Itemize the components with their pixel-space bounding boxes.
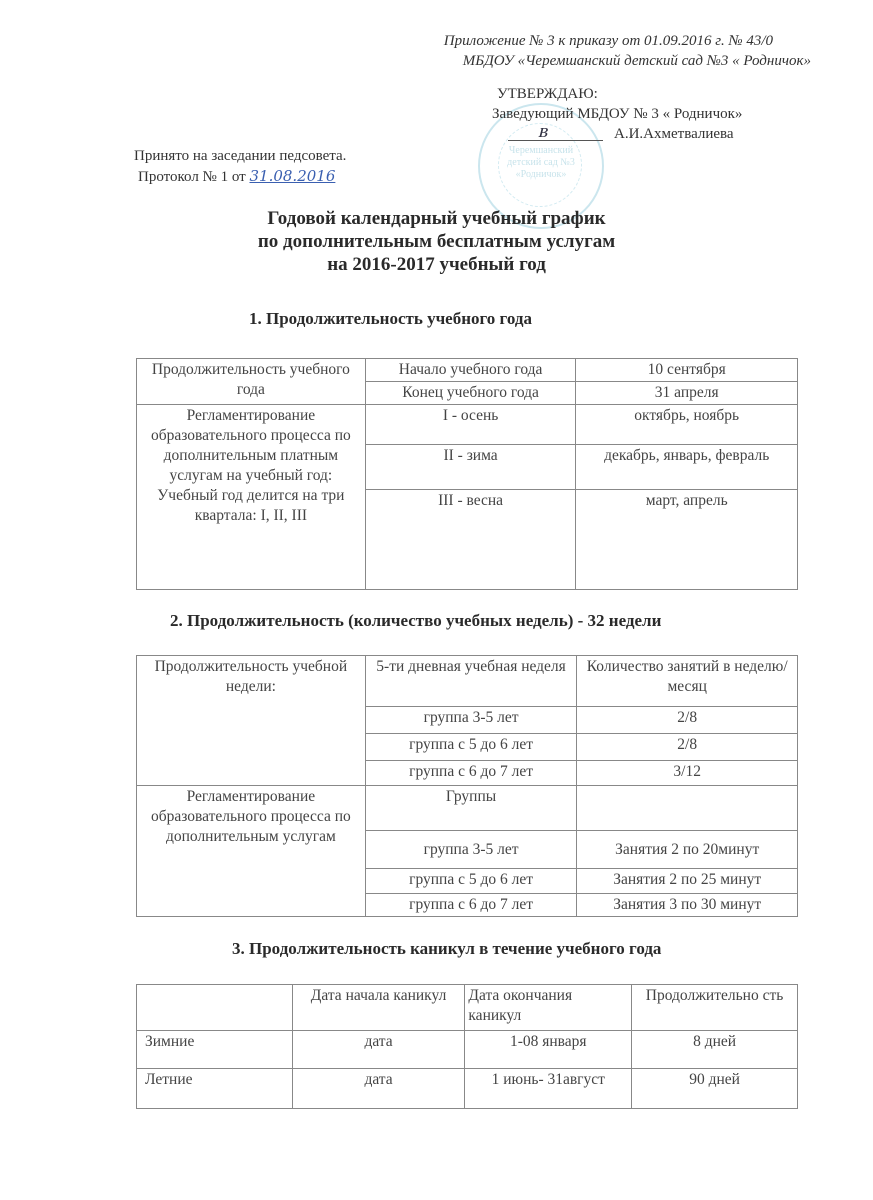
- end-value: 31 апреля: [576, 382, 798, 405]
- school-year-table: [136, 358, 798, 590]
- section-3-heading: 3. Продолжительность каникул в течение учебного года: [232, 939, 662, 958]
- protocol-date: 31.08.2016: [249, 167, 336, 185]
- year-duration-label: Продолжительность учебного года: [137, 359, 366, 405]
- end-date: 1-08 января: [465, 1031, 632, 1069]
- protocol-label: Протокол № 1 от: [138, 169, 246, 185]
- title-line-2: по дополнительным бесплатным услугам: [257, 231, 616, 252]
- head-name: А.И.Ахметвалиева: [614, 126, 734, 142]
- quarter-name: III - весна: [365, 490, 576, 590]
- group-name: группа с 6 до 7 лет: [365, 894, 577, 917]
- group-name: группа 3-5 лет: [365, 707, 577, 734]
- holiday-name: Летние: [137, 1069, 293, 1109]
- duration: 8 дней: [632, 1031, 798, 1069]
- table-row: [137, 1031, 798, 1069]
- header-cell: Дата начала каникул: [292, 985, 465, 1031]
- quarter-months: март, апрель: [576, 490, 798, 590]
- table-row: [137, 1069, 798, 1109]
- signature-icon: ᏼ: [538, 118, 548, 142]
- group-name: группа с 5 до 6 лет: [365, 869, 577, 894]
- appendix-line: Приложение № 3 к приказу от 01.09.2016 г. № 43/0: [443, 33, 773, 49]
- quarter-months: октябрь, ноябрь: [576, 405, 798, 445]
- approve-label: УТВЕРЖДАЮ:: [497, 86, 598, 102]
- holiday-name: Зимние: [137, 1031, 293, 1069]
- org-line: МБДОУ «Черемшанский детский сад №3 « Родничок»: [462, 53, 811, 69]
- regulation-label: Регламентирование образовательного процесса по дополнительным услугам: [137, 786, 366, 917]
- groups-header: Группы: [365, 786, 577, 831]
- regulation-label: Регламентирование образовательного процесса по дополнительным платным услугам на учебный год: Учебный год делится на три квартала: I, II, III: [137, 405, 366, 590]
- end-label: Конец учебного года: [365, 382, 576, 405]
- start-date: дата: [292, 1069, 465, 1109]
- title-line-3: на 2016-2017 учебный год: [327, 254, 546, 275]
- holidays-table: [136, 984, 798, 1109]
- section-2-heading: 2. Продолжительность (количество учебных недель) - 32 недели: [170, 611, 662, 630]
- empty-cell: [577, 786, 798, 831]
- duration: 90 дней: [632, 1069, 798, 1109]
- header-cell: Продолжительно сть: [632, 985, 798, 1031]
- quarter-name: I - осень: [365, 405, 576, 445]
- study-week-table: [136, 655, 798, 917]
- end-date: 1 июнь- 31август: [465, 1069, 632, 1109]
- count-value: 3/12: [577, 761, 798, 786]
- accepted-line: Принято на заседании педсовета.: [134, 148, 347, 164]
- group-name: группа с 6 до 7 лет: [365, 761, 577, 786]
- duration-value: Занятия 2 по 25 минут: [577, 869, 798, 894]
- count-value: 2/8: [577, 707, 798, 734]
- duration-value: Занятия 2 по 20минут: [577, 831, 798, 869]
- organization-stamp: Черемшанский детский сад №3 «Родничок»: [478, 103, 604, 229]
- start-date: дата: [292, 1031, 465, 1069]
- week-header: 5-ти дневная учебная неделя: [365, 656, 577, 707]
- header-cell: [137, 985, 293, 1031]
- duration-value: Занятия 3 по 30 минут: [577, 894, 798, 917]
- head-title: Заведующий МБДОУ № 3 « Родничок»: [492, 106, 743, 122]
- document-title: [0, 207, 873, 276]
- count-header: Количество занятий в неделю/месяц: [577, 656, 798, 707]
- title-line-1: Годовой календарный учебный график: [267, 208, 606, 229]
- signature-line: [508, 118, 603, 142]
- quarter-name: II - зима: [365, 445, 576, 490]
- section-1-heading: 1. Продолжительность учебного года: [249, 309, 532, 328]
- quarter-months: декабрь, январь, февраль: [576, 445, 798, 490]
- week-duration-label: Продолжительность учебной недели:: [137, 656, 366, 786]
- start-label: Начало учебного года: [365, 359, 576, 382]
- count-value: 2/8: [577, 734, 798, 761]
- group-name: группа с 5 до 6 лет: [365, 734, 577, 761]
- start-value: 10 сентября: [576, 359, 798, 382]
- header-cell: Дата окончания каникул: [465, 985, 632, 1031]
- group-name: группа 3-5 лет: [365, 831, 577, 869]
